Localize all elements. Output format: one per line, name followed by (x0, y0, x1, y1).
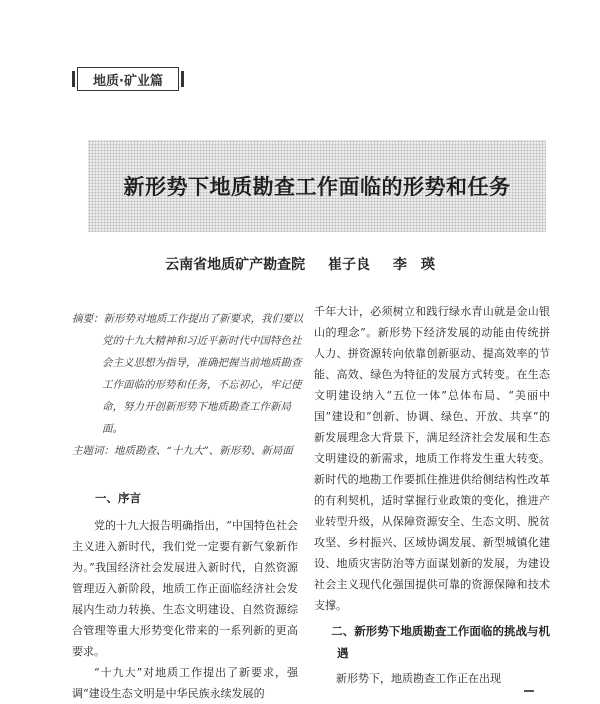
abstract-text: 新形势对地质工作提出了新要求，我们要以党的十九大精神和习近平新时代中国特色社会主义思想为指导，准确把握当前地质勘查工作面临的形势和任务，不忘初心，牢记使命，努力开创新形势下地质勘查工作新局面。 (102, 313, 303, 435)
abstract-block (72, 308, 306, 462)
author-name: 崔子良 (328, 257, 370, 273)
keywords-paragraph (72, 440, 306, 462)
page-edge-mark (524, 690, 534, 692)
right-column (314, 301, 550, 689)
section-tag: 地质·矿业篇 (77, 67, 179, 91)
abstract-paragraph (72, 308, 306, 440)
body-paragraph: “十九大”对地质工作提出了新要求，强调“建设生态文明是中华民族永续发展的 (72, 666, 298, 700)
keywords-text: 地质勘查、“十九大”、新形势、新局面 (114, 445, 293, 457)
article-title: 新形势下地质勘查工作面临的形势和任务 (123, 175, 511, 199)
section-heading: 一、序言 (95, 491, 141, 505)
author-name: 李 瑛 (392, 257, 435, 273)
body-paragraph: 千年大计，必须树立和践行绿水青山就是金山银山的理念”。新形势下经济发展的动能由传统拼人力、拼资源转向依靠创新驱动、提高效率的节能、高效、绿色为特征的发展方式转变。在生态文明建设纳入“五位一体”总体布局、“美丽中国”建设和“创新、协调、绿色、开放、共享”的新发展理念大背景下，满足经济社会发展和生态文明建设的新需求，地质工作将发生重大转变。新时代的地勘工作要抓住推进供给侧结构性改革的有利契机，适时掌握行业政策的变化，推进产业转型升级，从保障资源安全、生态文明、脱贫攻坚、乡村振兴、区域协调发展、新型城镇化建设、地质灾害防治等方面谋划新的发展，为建设社会主义现代化强国提供可靠的资源保障和技术支撑。 (314, 305, 550, 612)
title-band (88, 140, 546, 232)
section-heading: 二、新形势下地质勘查工作面临的挑战与机遇 (331, 624, 550, 660)
institution: 云南省地质矿产勘查院 (165, 257, 306, 273)
left-column (72, 488, 298, 704)
byline (0, 254, 600, 274)
abstract-label: 摘要： (72, 313, 104, 325)
body-paragraph: 新形势下，地质勘查工作正在出现 (336, 672, 501, 685)
body-paragraph: 党的十九大报告明确指出，“中国特色社会主义进入新时代，我们党一定要有新气象新作为。”我国经济社会发展进入新时代，自然资源管理迈入新阶段，地质工作正面临经济社会发展内生动力转换、生态文明建设、自然资源综合管理等重大形势变化带来的一系列新的更高要求。 (72, 519, 298, 658)
keywords-label: 主题词： (72, 445, 114, 457)
